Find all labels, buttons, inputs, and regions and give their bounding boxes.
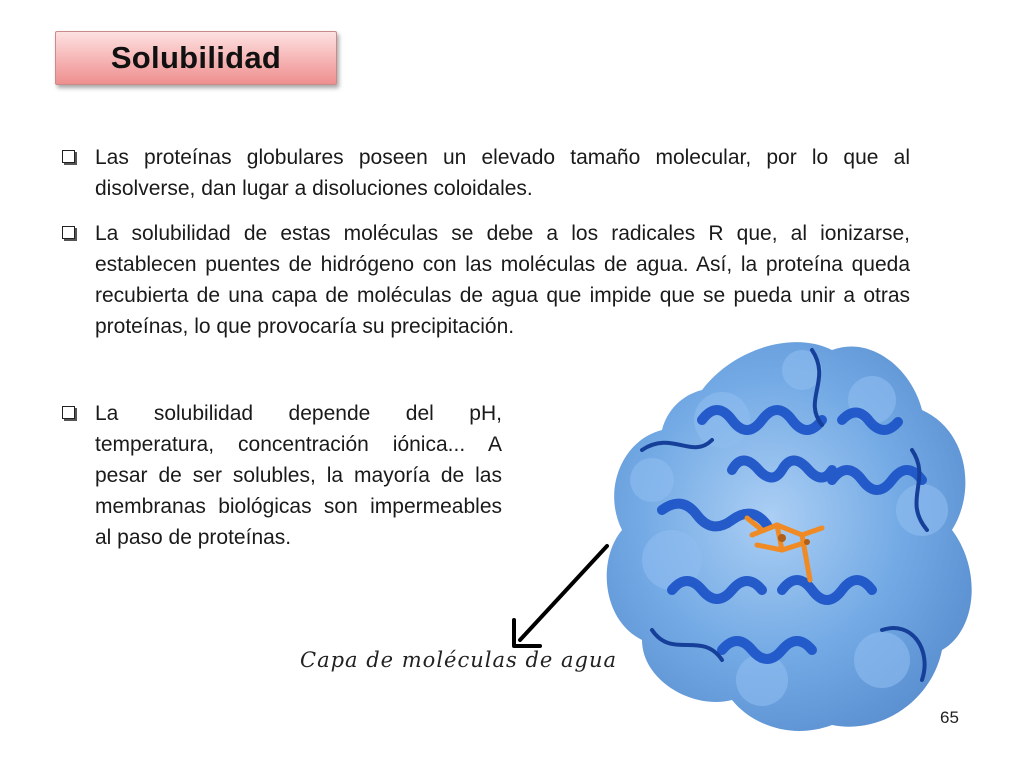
protein-structure-image [582,330,982,740]
bullet-text: La solubilidad depende del pH, temperatura, concentración iónica... A pesar de ser solubles, la mayoría de las membranas biológicas son impermeables al paso de proteínas. [95,402,502,549]
bullet-item [62,142,910,204]
checkbox-bullet-icon [62,226,75,239]
checkbox-bullet-icon [62,150,75,163]
page-number: 65 [940,708,959,727]
bullet-text: La solubilidad de estas moléculas se debe a los radicales R que, al ionizarse, establecen puentes de hidrógeno con las moléculas de agua. Así, la proteína queda recubierta de una capa de moléculas de agua que impide que se pueda unir a otras proteínas, lo que provocaría su precipitación. [95,222,910,338]
bullet-item [62,218,910,342]
bullet-item [62,398,502,553]
image-caption: Capa de moléculas de agua [300,648,618,672]
bullet-text: Las proteínas globulares poseen un elevado tamaño molecular, por lo que al disolverse, dan lugar a disoluciones coloidales. [95,146,910,200]
arrow-icon [500,540,620,660]
title-box [55,31,337,85]
checkbox-bullet-icon [62,406,75,419]
slide-title: Solubilidad [110,40,282,75]
